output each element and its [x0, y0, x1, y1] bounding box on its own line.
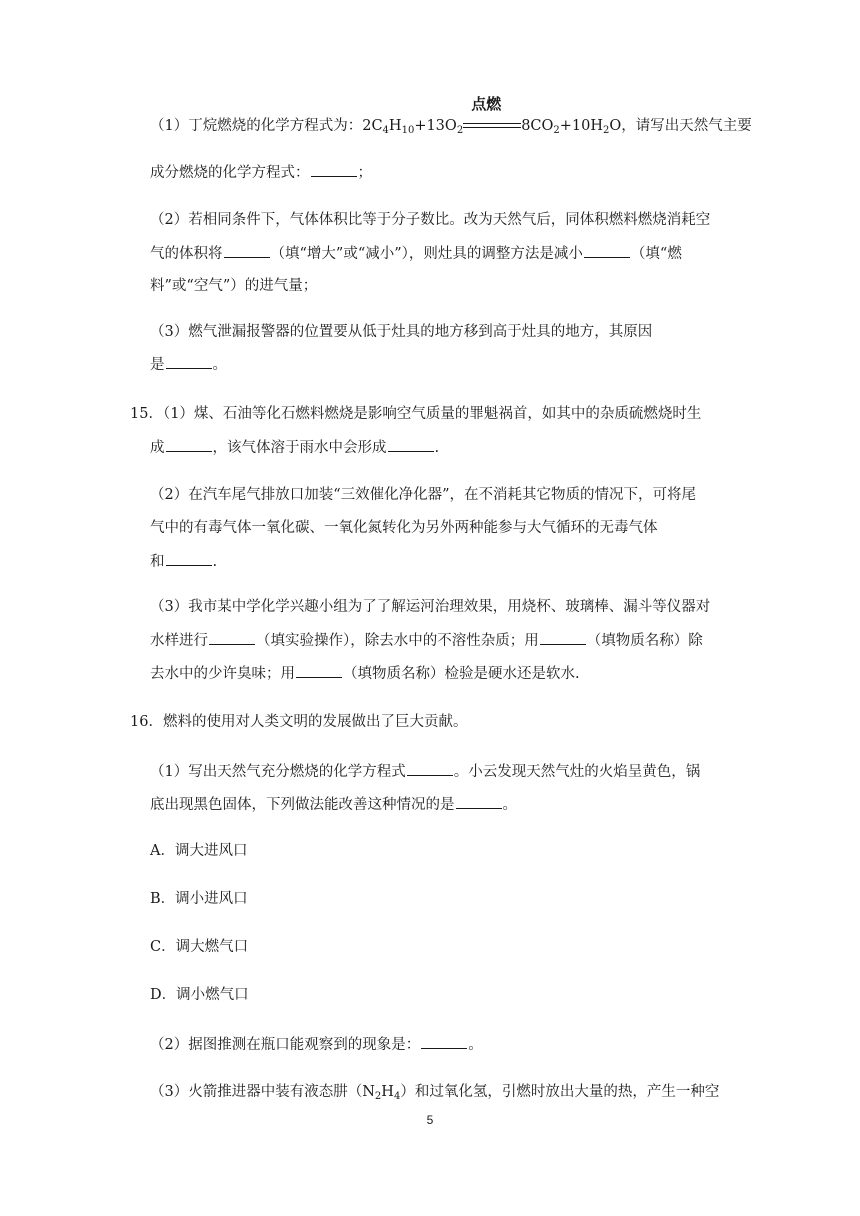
q15-line2: 成 ，该气体溶于雨水中会形成 .: [150, 437, 439, 458]
option-b[interactable]: B．调小进风口: [150, 891, 248, 907]
q15-part2-line2: 气中的有毒气体一氧化碳、一氧化氮转化为另外两种能参与大气循环的无毒气体: [150, 520, 658, 536]
answer-blank[interactable]: [166, 551, 212, 566]
q15-part2-line1: （2）在汽车尾气排放口加装“三效催化净化器”，在不消耗其它物质的情况下，可将尾: [150, 487, 697, 503]
option-d[interactable]: D．调小燃气口: [150, 987, 249, 1003]
q14-part1-line1: （1）丁烷燃烧的化学方程式为：$2C_4H_{10}+13O_2$ 点燃 $8CO_2+10H_2O$，请写出天然气主要: [150, 95, 752, 136]
q16-part1-line2: 底出现黑色固体，下列做法能改善这种情况的是 。: [150, 794, 517, 815]
answer-blank[interactable]: [166, 354, 212, 369]
answer-blank[interactable]: [166, 437, 212, 452]
q16-part2: （2）据图推测在瓶口能观察到的现象是： 。: [150, 1034, 483, 1055]
answer-blank[interactable]: [296, 663, 342, 678]
q14-part3-line1: （3）燃气泄漏报警器的位置要从低于灶具的地方移到高于灶具的地方，其原因: [150, 324, 653, 340]
reaction-condition: 点燃: [471, 95, 502, 113]
reaction-arrow: [463, 95, 521, 130]
q16-stem: 16．燃料的使用对人类文明的发展做出了巨大贡献。: [130, 714, 468, 730]
answer-blank[interactable]: [209, 630, 255, 645]
q15-line1: 15．（1）煤、石油等化石燃料燃烧是影响空气质量的罪魁祸首，如其中的杂质硫燃烧时生: [130, 406, 702, 422]
answer-blank[interactable]: [388, 437, 434, 452]
answer-blank[interactable]: [311, 162, 357, 177]
q14-part3-line2: 是 。: [150, 354, 227, 375]
q14-part2-line1: （2）若相同条件下，气体体积比等于分子数比。改为天然气后，同体积燃料燃烧消耗空: [150, 212, 711, 228]
answer-blank[interactable]: [421, 1034, 467, 1049]
q14-part2-line2: 气的体积将 （填“增大”或“减小”），则灶具的调整方法是减小 （填“燃: [150, 243, 682, 264]
q15-part2-line3: 和 .: [150, 551, 217, 572]
answer-blank[interactable]: [584, 243, 630, 258]
option-a[interactable]: A．调大进风口: [150, 843, 248, 859]
answer-blank[interactable]: [456, 794, 502, 809]
q16-part1-line1: （1）写出天然气充分燃烧的化学方程式 。小云发现天然气灶的火焰呈黄色，锅: [150, 761, 700, 782]
q15-part3-line2: 水样进行 （填实验操作），除去水中的不溶性杂质；用 （填物质名称）除: [150, 630, 703, 651]
page-number: 5: [426, 1113, 434, 1127]
answer-blank[interactable]: [224, 243, 270, 258]
q14-part2-line3: 料”或“空气”）的进气量；: [150, 278, 318, 294]
q16-part3-line1: （3）火箭推进器中装有液态肼$(N_2H_4)$和过氧化氢，引燃时放出大量的热，产生一种空: [150, 1084, 720, 1102]
q14-part1-line2: 成分燃烧的化学方程式： ；: [150, 162, 372, 183]
answer-blank[interactable]: [407, 761, 453, 776]
option-c[interactable]: C．调大燃气口: [150, 939, 249, 955]
q15-part3-line3: 去水中的少许臭味；用 （填物质名称）检验是硬水还是软水.: [150, 663, 580, 684]
answer-blank[interactable]: [540, 630, 586, 645]
q15-part3-line1: （3）我市某中学化学兴趣小组为了了解运河治理效果，用烧杯、玻璃棒、漏斗等仪器对: [150, 599, 711, 615]
